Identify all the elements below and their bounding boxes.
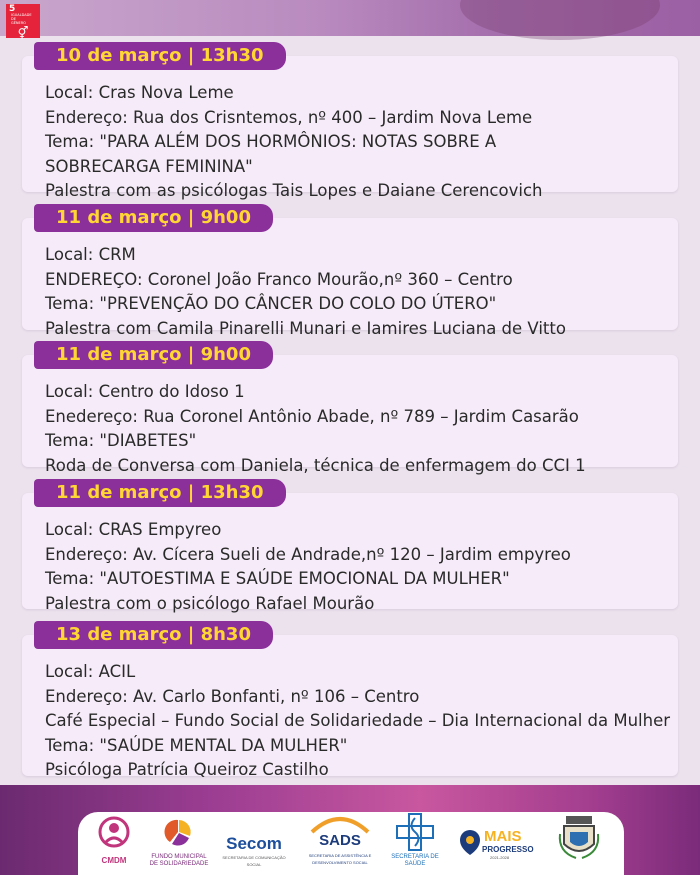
- event-address: Endereço: Av. Cícera Sueli de Andrade,nº 120 – Jardim empyreo: [45, 544, 571, 564]
- event-location: Local: CRAS Empyreo: [45, 520, 222, 539]
- cmdm-emblem-icon: [94, 812, 134, 856]
- event-date-tag: 11 de março | 9h00: [34, 204, 273, 232]
- event-theme: Tema: "PREVENÇÃO DO CÂNCER DO COLO DO ÚTERO": [45, 294, 497, 313]
- progresso-label: PROGRESSO: [482, 845, 534, 854]
- fundo-social-logo: [148, 812, 210, 875]
- event-description: Roda de Conversa com Daniela, técnica de enfermagem do CCI 1: [45, 455, 586, 475]
- sads-arc-icon: [304, 812, 376, 834]
- event-theme-cont: SOBRECARGA FEMININA": [45, 156, 253, 176]
- secom-logo: [218, 812, 290, 875]
- coat-of-arms-icon: [556, 812, 602, 862]
- sdg-number: 5: [9, 4, 16, 14]
- secom-sub: SECRETARIA DE COMUNICAÇÃO SOCIAL: [222, 855, 286, 867]
- fundo-social-icon: [148, 812, 210, 852]
- sads-logo: [304, 812, 376, 875]
- event-theme: Tema: "SAÚDE MENTAL DA MULHER": [45, 735, 348, 755]
- location-pin-icon: [458, 828, 482, 856]
- event-theme: Tema: "PARA ALÉM DOS HORMÔNIOS: NOTAS SOBRE A: [45, 132, 497, 151]
- fundo-social-label: FUNDO MUNICIPAL DE SOLIDARIEDADE: [149, 854, 209, 867]
- event-card: [22, 45, 678, 200]
- years-label: 2021-2028: [490, 855, 510, 860]
- event-location: Local: Centro do Idoso 1: [45, 382, 245, 401]
- event-card: [22, 344, 678, 475]
- mais-progresso-logo: [456, 812, 536, 875]
- event-theme: Tema: "DIABETES": [45, 431, 197, 450]
- sads-sub: SECRETARIA DE ASSISTÊNCIA E DESENVOLVIMENTO SOCIAL: [308, 853, 372, 865]
- event-date-tag: 11 de março | 13h30: [34, 479, 286, 507]
- event-description: Palestra com as psicólogas Tais Lopes e Daiane Cerencovich: [45, 181, 543, 200]
- partner-logos: [78, 812, 624, 875]
- event-location: Local: ACIL: [45, 662, 136, 681]
- cmdm-logo: [94, 812, 134, 875]
- event-address: Endereço: Rua dos Crisntemos, nº 400 – Jardim Nova Leme: [45, 107, 533, 127]
- event-address: Enedereço: Rua Coronel Antônio Abade, nº 789 – Jardim Casarão: [45, 406, 579, 426]
- event-description: Palestra com Camila Pinarelli Munari e Iamires Luciana de Vitto: [45, 318, 566, 338]
- event-description: Palestra com o psicólogo Rafael Mourão: [45, 593, 375, 613]
- saude-label: SECRETARIA DE SAÚDE: [391, 854, 439, 867]
- event-date-tag: 11 de março | 9h00: [34, 341, 273, 369]
- sdg-text: IGUALDADE DE GÊNERO: [11, 13, 32, 25]
- event-description: Psicóloga Patrícia Queiroz Castilho: [45, 760, 329, 779]
- event-location: Local: Cras Nova Leme: [45, 83, 234, 102]
- event-theme: Tema: "AUTOESTIMA E SAÚDE EMOCIONAL DA MULHER": [45, 569, 510, 588]
- sdg-5-badge: [6, 4, 40, 38]
- sads-label: SADS: [319, 832, 361, 849]
- event-card: [22, 482, 678, 613]
- event-card: [22, 624, 678, 779]
- event-address: Endereço: Av. Carlo Bonfanti, nº 106 – Centro: [45, 686, 420, 706]
- event-location: Local: CRM: [45, 245, 136, 264]
- event-date-tag: 13 de março | 8h30: [34, 621, 273, 649]
- event-card: [22, 207, 678, 338]
- event-date-tag: 10 de março | 13h30: [34, 42, 286, 70]
- secom-label: Secom: [226, 834, 282, 853]
- event-address: ENDEREÇO: Coronel João Franco Mourão,nº 360 – Centro: [45, 269, 513, 289]
- saude-logo: [390, 812, 440, 875]
- mais-label: MAIS: [484, 828, 522, 845]
- gender-equality-icon: ⚥: [17, 26, 29, 40]
- event-note: Café Especial – Fundo Social de Solidariedade – Dia Internacional da Mulher: [45, 711, 671, 730]
- city-coat-of-arms: [556, 812, 602, 875]
- health-cross-icon: [390, 812, 440, 852]
- cmdm-label: CMDM: [101, 856, 127, 865]
- header-banner: [0, 0, 700, 36]
